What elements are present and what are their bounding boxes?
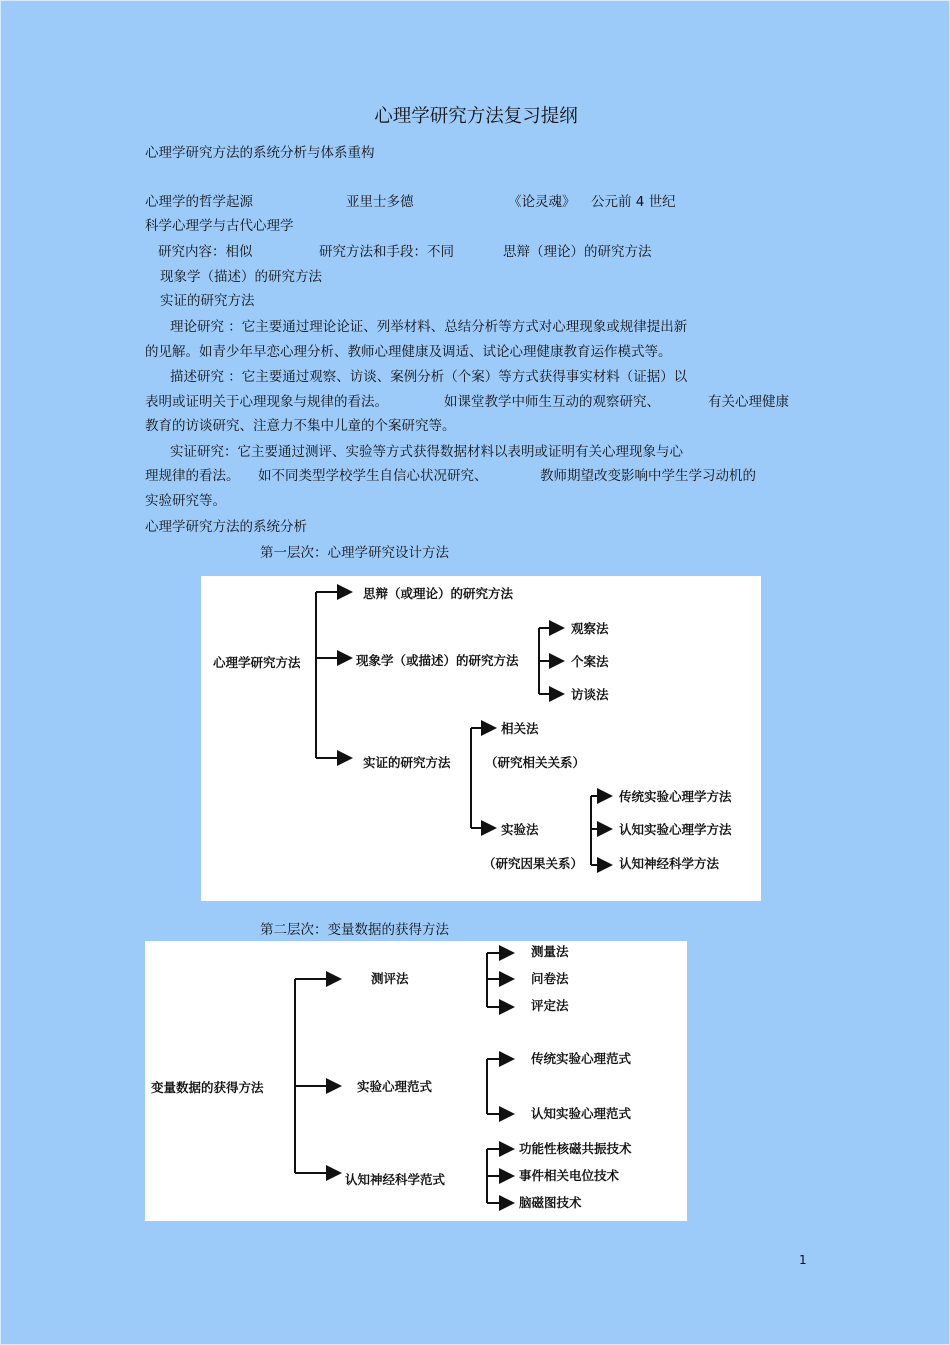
paragraph-line: 实验研究等。: [145, 493, 226, 509]
figure1-diagram: [201, 576, 761, 901]
fig1-note: （研究因果关系）: [483, 856, 584, 871]
fig2-node: 传统实验心理范式: [531, 1051, 632, 1066]
paragraph-line: 实证研究：它主要通过测评、实验等方式获得数据材料以表明或证明有关心理现象与心: [170, 444, 683, 460]
text-line: 实证的研究方法: [160, 293, 255, 309]
paragraph-line: 有关心理健康: [708, 394, 789, 410]
fig2-node: 测量法: [531, 944, 569, 959]
origin-era: 公元前 4 世纪: [591, 194, 676, 210]
subtitle: 心理学研究方法的系统分析与体系重构: [145, 145, 375, 161]
fig1-node: 现象学（或描述）的研究方法: [356, 653, 519, 668]
fig2-node: 认知神经科学范式: [345, 1172, 446, 1187]
paragraph-line: 理论研究 ：它主要通过理论论证、列举材料、总结分析等方式对心理现象或规律提出新: [170, 319, 688, 335]
paragraph-line: 教师期望改变影响中学生学习动机的: [540, 468, 756, 484]
figure1-caption: 第一层次：心理学研究设计方法: [260, 545, 449, 561]
page-number: 1: [799, 1253, 807, 1267]
text-line: 现象学（描述）的研究方法: [160, 269, 322, 285]
fig2-node: 认知实验心理范式: [531, 1106, 632, 1121]
fig1-root: 心理学研究方法: [213, 655, 301, 670]
paragraph-line: 如课堂教学中师生互动的观察研究、: [444, 394, 660, 410]
fig2-node: 测评法: [371, 971, 409, 986]
fig1-note: （研究相关关系）: [485, 755, 586, 770]
fig1-node: 认知实验心理学方法: [619, 822, 732, 837]
fig2-root: 变量数据的获得方法: [151, 1080, 264, 1095]
fig2-node: 事件相关电位技术: [519, 1168, 620, 1183]
text-line: 研究内容：相似: [158, 244, 253, 260]
fig2-node: 功能性核磁共振技术: [519, 1141, 632, 1156]
figure2-diagram: [145, 941, 687, 1221]
paragraph-line: 如不同类型学校学生自信心状况研究、: [258, 468, 488, 484]
section-heading: 心理学研究方法的系统分析: [145, 519, 307, 535]
fig1-node: 观察法: [571, 621, 609, 636]
text-line: 思辩（理论）的研究方法: [503, 244, 652, 260]
paragraph-line: 教育的访谈研究、注意力不集中儿童的个案研究等。: [145, 418, 456, 434]
paragraph-line: 的见解。如青少年早恋心理分析、教师心理健康及调适、试论心理健康教育运作模式等。: [145, 344, 672, 360]
paragraph-line: 表明或证明关于心理现象与规律的看法。: [145, 394, 388, 410]
paragraph-line: 理规律的看法。: [145, 468, 240, 484]
text-line: 研究方法和手段：不同: [319, 244, 454, 260]
origin-book: 《论灵魂》: [508, 194, 576, 210]
origin-label: 心理学的哲学起源: [145, 194, 253, 210]
fig2-node: 问卷法: [531, 971, 569, 986]
figure2-caption: 第二层次：变量数据的获得方法: [260, 922, 449, 938]
paragraph-line: 描述研究 ：它主要通过观察、访谈、案例分析（个案）等方式获得事实材料（证据）以: [170, 369, 688, 385]
fig1-node: 思辩（或理论）的研究方法: [363, 586, 514, 601]
text-line: 科学心理学与古代心理学: [145, 218, 294, 234]
fig1-node: 实验法: [501, 822, 539, 837]
fig1-node: 认知神经科学方法: [619, 856, 720, 871]
fig1-node: 传统实验心理学方法: [619, 789, 732, 804]
fig1-node: 实证的研究方法: [363, 755, 451, 770]
fig1-node: 相关法: [501, 721, 539, 736]
page-title: 心理学研究方法复习提纲: [374, 106, 578, 127]
fig2-node: 评定法: [531, 998, 569, 1013]
fig1-node: 个案法: [571, 654, 609, 669]
fig2-node: 脑磁图技术: [519, 1195, 582, 1210]
fig2-node: 实验心理范式: [357, 1079, 433, 1094]
fig1-node: 访谈法: [571, 687, 609, 702]
origin-person: 亚里士多德: [346, 194, 414, 210]
